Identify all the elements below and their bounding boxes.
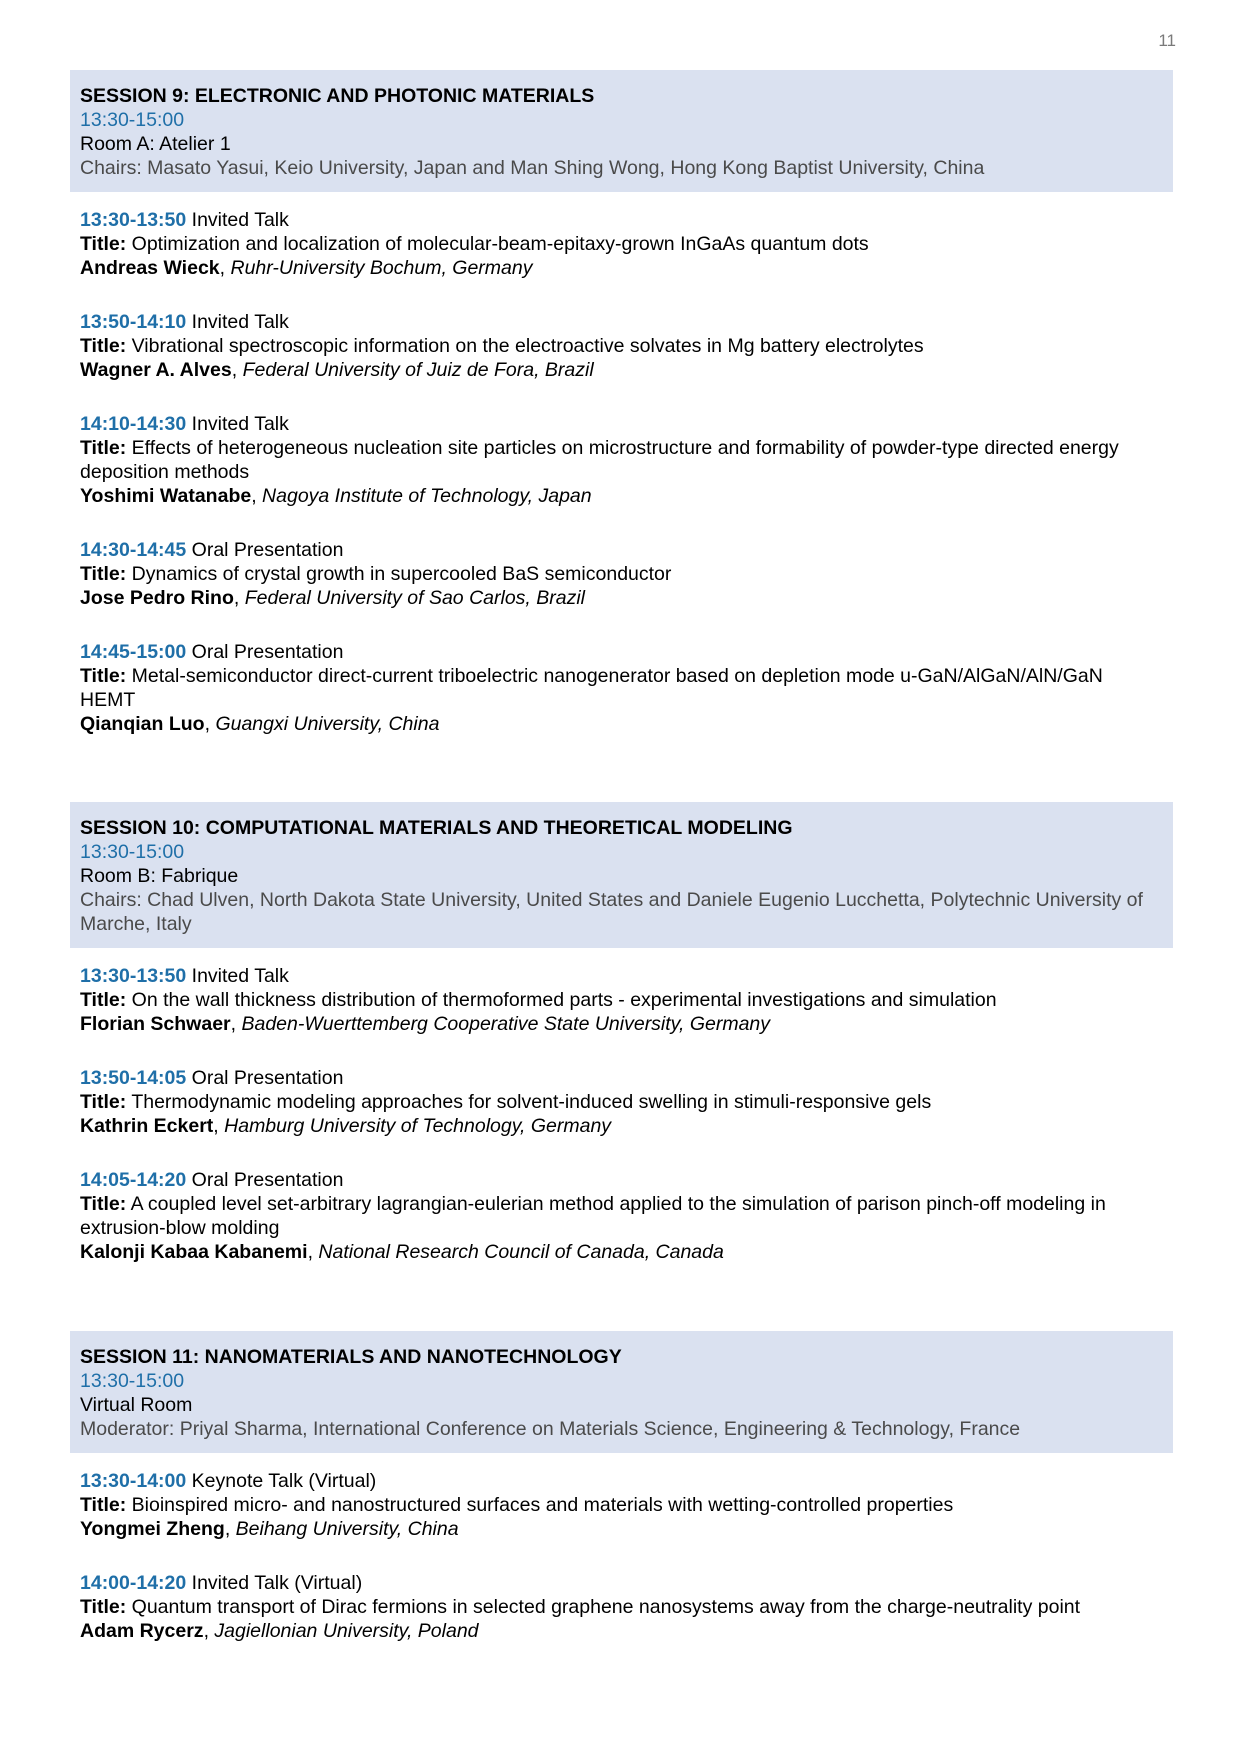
talk-speaker: Yongmei Zheng (80, 1518, 225, 1540)
talk-speaker: Qianqian Luo (80, 713, 205, 735)
talk-speaker: Florian Schwaer (80, 1013, 231, 1035)
talk-item: 13:30-14:00 Keynote Talk (Virtual) Title: Bioinspired micro- and nanostructured surfaces and materials with wetting-controlled properties Yongmei Zheng, Beihang University, China (80, 1470, 954, 1540)
talk-type: Oral Presentation (191, 641, 344, 663)
talk-type: Oral Presentation (191, 1067, 344, 1089)
talk-title: Vibrational spectroscopic information on the electroactive solvates in Mg battery electrolytes (131, 335, 924, 357)
session-title: SESSION 10: COMPUTATIONAL MATERIALS AND THEORETICAL MODELING (80, 817, 793, 839)
talk-time: 13:30-13:50 (80, 965, 187, 987)
session-10 (70, 802, 1173, 1294)
talk-time: 13:30-13:50 (80, 209, 187, 231)
talk-title-label: Title: (80, 1596, 127, 1618)
talk-title: A coupled level set-arbitrary lagrangian-eulerian method applied to the simulation of parison pinch-off modeling in extrusion-blow molding (80, 1193, 1106, 1239)
talk-type: Invited Talk (Virtual) (191, 1572, 363, 1594)
talk-title-label: Title: (80, 437, 127, 459)
talk-affiliation: Baden-Wuerttemberg Cooperative State University, Germany (241, 1013, 771, 1035)
talk-time: 13:50-14:10 (80, 311, 187, 333)
session-9 (70, 70, 1173, 766)
talk-speaker: Jose Pedro Rino (80, 587, 234, 609)
session-time: 13:30-15:00 (80, 1370, 185, 1392)
talk-time: 13:30-14:00 (80, 1470, 187, 1492)
talk-time: 13:50-14:05 (80, 1067, 187, 1089)
talk-affiliation: Hamburg University of Technology, Germany (224, 1115, 612, 1137)
talk-speaker: Kalonji Kabaa Kabanemi (80, 1241, 308, 1263)
talk-title-label: Title: (80, 233, 127, 255)
talk-title: Effects of heterogeneous nucleation site particles on microstructure and formability of powder-type directed energy deposition methods (80, 437, 1119, 483)
talk-type: Oral Presentation (191, 539, 344, 561)
talk-title-label: Title: (80, 563, 127, 585)
talk-affiliation: Ruhr-University Bochum, Germany (230, 257, 533, 279)
session-header (70, 70, 1173, 192)
talk-affiliation: Federal University of Juiz de Fora, Brazil (242, 359, 594, 381)
talk-time: 14:00-14:20 (80, 1572, 187, 1594)
talk-list (70, 1469, 1173, 1643)
talk-type: Invited Talk (191, 209, 289, 231)
page-number: 11 (1158, 31, 1176, 50)
talk-title: Optimization and localization of molecular-beam-epitaxy-grown InGaAs quantum dots (131, 233, 869, 255)
talk-title: Metal-semiconductor direct-current triboelectric nanogenerator based on depletion mode u-GaN/AlGaN/AlN/GaN HEMT (80, 665, 1103, 711)
talk-title-label: Title: (80, 1091, 127, 1113)
session-time: 13:30-15:00 (80, 841, 185, 863)
session-title: SESSION 9: ELECTRONIC AND PHOTONIC MATERIALS (80, 85, 595, 107)
talk-item: 13:50-14:05 Oral Presentation Title: Thermodynamic modeling approaches for solvent-induced swelling in stimuli-responsive gels Kathrin Eckert, Hamburg University of Technology, Germany (80, 1067, 932, 1137)
talk-title-label: Title: (80, 1193, 127, 1215)
talk-type: Invited Talk (191, 965, 289, 987)
talk-title-label: Title: (80, 1494, 127, 1516)
talk-title-label: Title: (80, 335, 127, 357)
talk-item: 14:00-14:20 Invited Talk (Virtual) Title: Quantum transport of Dirac fermions in selected graphene nanosystems away from the charge-neutrality point Adam Rycerz, Jagiellonian University, Poland (80, 1572, 1081, 1642)
talk-title-label: Title: (80, 989, 127, 1011)
talk-speaker: Andreas Wieck (80, 257, 220, 279)
talk-title: On the wall thickness distribution of thermoformed parts - experimental investigations and simulation (131, 989, 997, 1011)
session-chairs: Chairs: Chad Ulven, North Dakota State University, United States and Daniele Eugenio Lucchetta, Polytechnic University of Marche, Italy (80, 889, 1143, 935)
talk-item: 13:50-14:10 Invited Talk Title: Vibrational spectroscopic information on the electroactive solvates in Mg battery electrolytes Wagner A. Alves, Federal University of Juiz de Fora, Brazil (80, 311, 924, 381)
session-room: Room B: Fabrique (80, 865, 239, 887)
talk-title: Thermodynamic modeling approaches for solvent-induced swelling in stimuli-responsive gels (131, 1091, 932, 1113)
talk-item: 13:30-13:50 Invited Talk Title: Optimization and localization of molecular-beam-epitaxy-grown InGaAs quantum dots Andreas Wieck, Ruhr-University Bochum, Germany (80, 209, 869, 279)
session-title: SESSION 11: NANOMATERIALS AND NANOTECHNOLOGY (80, 1346, 622, 1368)
talk-affiliation: Beihang University, China (235, 1518, 459, 1540)
talk-item: 14:30-14:45 Oral Presentation Title: Dynamics of crystal growth in supercooled BaS semiconductor Jose Pedro Rino, Federal University of Sao Carlos, Brazil (80, 539, 672, 609)
talk-speaker: Wagner A. Alves (80, 359, 232, 381)
session-11 (70, 1331, 1173, 1673)
talk-title: Dynamics of crystal growth in supercooled BaS semiconductor (131, 563, 672, 585)
session-room: Virtual Room (80, 1394, 193, 1416)
talk-title-label: Title: (80, 665, 127, 687)
talk-time: 14:45-15:00 (80, 641, 187, 663)
talk-affiliation: Nagoya Institute of Technology, Japan (262, 485, 592, 507)
talk-type: Keynote Talk (Virtual) (191, 1470, 377, 1492)
talk-item: 13:30-13:50 Invited Talk Title: On the wall thickness distribution of thermoformed parts - experimental investigations and simulation Florian Schwaer, Baden-Wuerttemberg Cooperative State University, Germany (80, 965, 997, 1035)
session-header (70, 802, 1173, 948)
talk-speaker: Adam Rycerz (80, 1620, 204, 1642)
talk-list (70, 208, 1173, 736)
talk-type: Oral Presentation (191, 1169, 344, 1191)
talk-affiliation: Jagiellonian University, Poland (214, 1620, 479, 1642)
talk-item: 14:05-14:20 Oral Presentation Title: A coupled level set-arbitrary lagrangian-eulerian method applied to the simulation of parison pinch-off modeling in extrusion-blow molding Kalonji Kabaa Kabanemi, National Research Council of Canada, Canada (80, 1169, 1106, 1263)
session-chairs: Chairs: Masato Yasui, Keio University, Japan and Man Shing Wong, Hong Kong Baptist University, China (80, 157, 985, 179)
talk-speaker: Yoshimi Watanabe (80, 485, 252, 507)
talk-time: 14:05-14:20 (80, 1169, 187, 1191)
talk-affiliation: National Research Council of Canada, Canada (318, 1241, 724, 1263)
session-moderator: Moderator: Priyal Sharma, International Conference on Materials Science, Engineering & Technology, France (80, 1418, 1021, 1440)
talk-type: Invited Talk (191, 311, 289, 333)
talk-affiliation: Federal University of Sao Carlos, Brazil (244, 587, 586, 609)
session-time: 13:30-15:00 (80, 109, 185, 131)
talk-time: 14:30-14:45 (80, 539, 187, 561)
talk-type: Invited Talk (191, 413, 289, 435)
session-header (70, 1331, 1173, 1453)
talk-item: 14:10-14:30 Invited Talk Title: Effects of heterogeneous nucleation site particles on microstructure and formability of powder-type directed energy deposition methods Yoshimi Watanabe, Nagoya Institute of Technology, Japan (80, 413, 1119, 507)
talk-time: 14:10-14:30 (80, 413, 187, 435)
talk-item: 14:45-15:00 Oral Presentation Title: Metal-semiconductor direct-current triboelectric nanogenerator based on depletion mode u-GaN/AlGaN/AlN/GaN HEMT Qianqian Luo, Guangxi University, China (80, 641, 1103, 735)
session-room: Room A: Atelier 1 (80, 133, 231, 155)
talk-list (70, 964, 1173, 1264)
talk-affiliation: Guangxi University, China (215, 713, 440, 735)
talk-title: Bioinspired micro- and nanostructured surfaces and materials with wetting-controlled properties (131, 1494, 954, 1516)
talk-title: Quantum transport of Dirac fermions in selected graphene nanosystems away from the charge-neutrality point (131, 1596, 1081, 1618)
talk-speaker: Kathrin Eckert (80, 1115, 214, 1137)
